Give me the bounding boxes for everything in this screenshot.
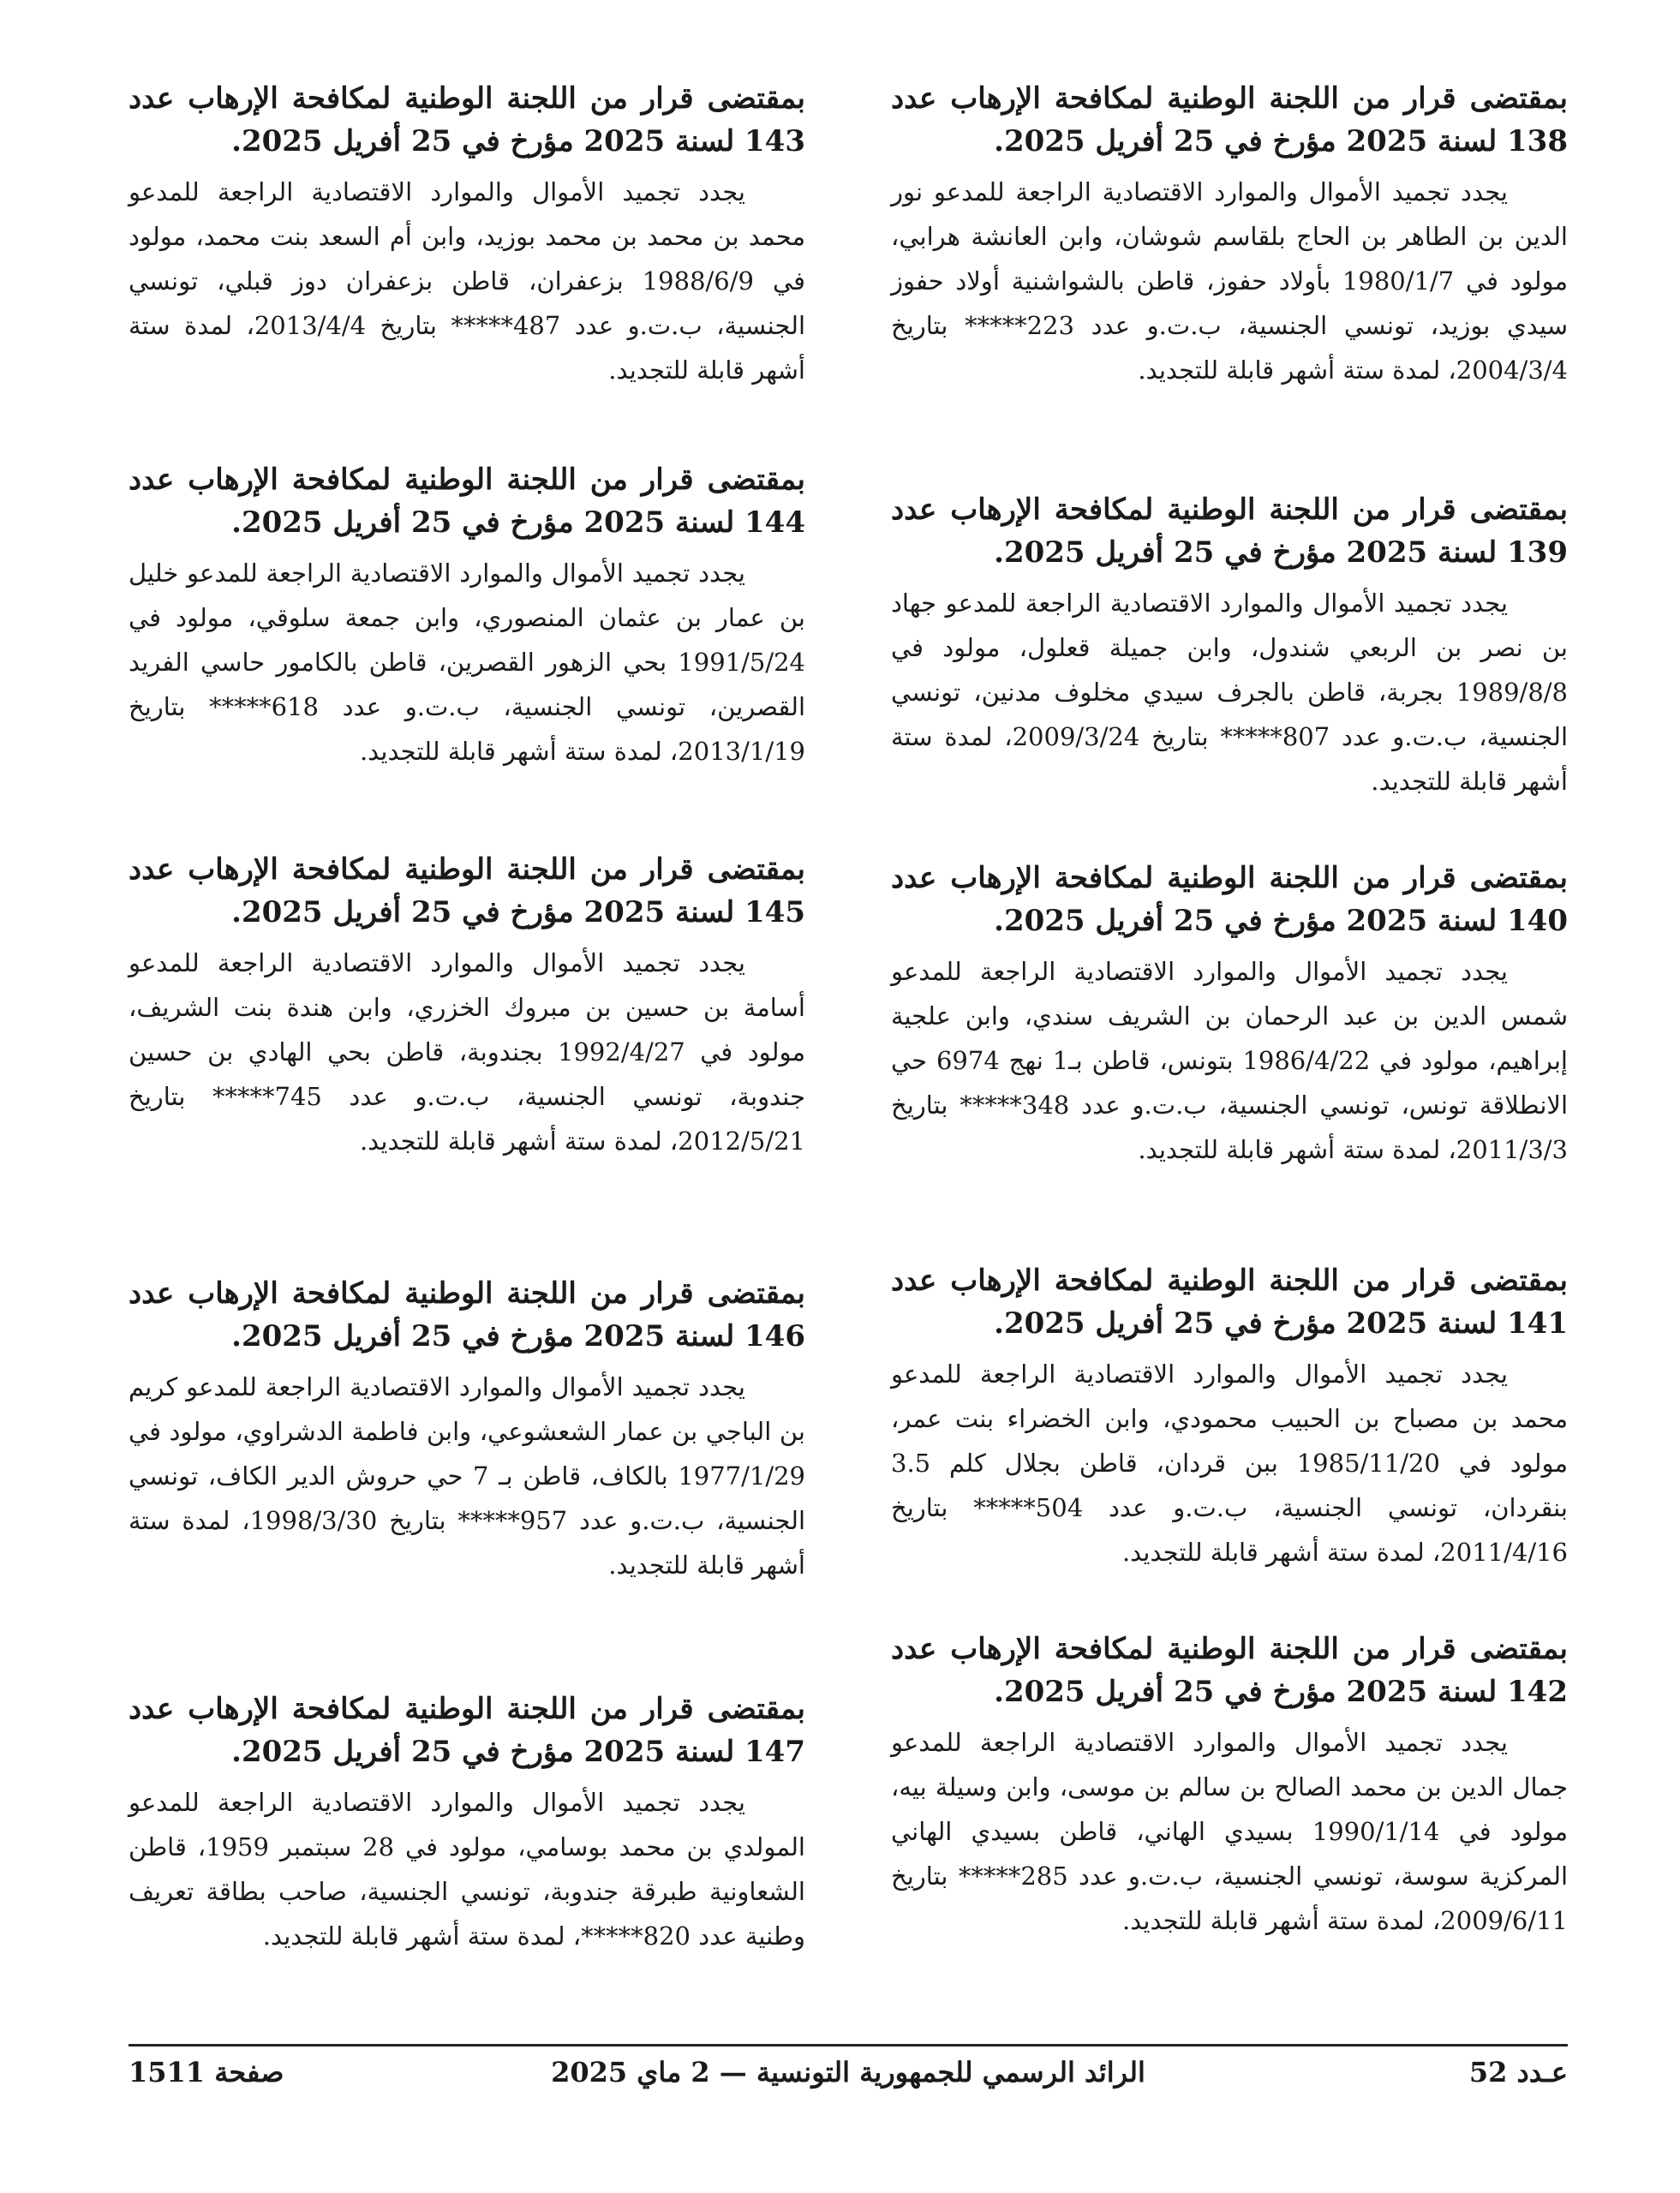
decision-title: بمقتضى قرار من اللجنة الوطنية لمكافحة الإرهاب عدد 141 لسنة 2025 مؤرخ في 25 أفريل 2025. (891, 1264, 1568, 1341)
decision-body: يجدد تجميد الأموال والموارد الاقتصادية الراجعة للمدعو أسامة بن حسين بن مبروك الخزري، وابن هندة بنت الشريف، مولود في 1992/4/27 بجندوبة، قاطن بحي الهادي بن حسين جندوبة، تونسي الجنسية، ب.ت.و عدد 745***** بتاريخ 2012/5/21، لمدة ستة أشهر قابلة للتجديد. (129, 948, 806, 1156)
decision-body: يجدد تجميد الأموال والموارد الاقتصادية الراجعة للمدعو كريم بن الباجي بن عمار الشعشوعي، وابن فاطمة الدشراوي، مولود في 1977/1/29 بالكاف، قاطن بـ 7 حي حروش الدير الكاف، تونسي الجنسية، ب.ت.و عدد 957***** بتاريخ 1998/3/30، لمدة ستة أشهر قابلة للتجديد. (129, 1372, 806, 1580)
decision-body: يجدد تجميد الأموال والموارد الاقتصادية الراجعة للمدعو جمال الدين بن محمد الصالح بن سالم بن موسى، وابن وسيلة بيه، مولود في 1990/1/14 بسيدي الهاني، قاطن بسيدي الهاني المركزية سوسة، تونسي الجنسية، ب.ت.و عدد 285***** بتاريخ 2009/6/11، لمدة ستة أشهر قابلة للتجديد. (891, 1728, 1569, 1935)
decision-title: بمقتضى قرار من اللجنة الوطنية لمكافحة الإرهاب عدد 143 لسنة 2025 مؤرخ في 25 أفريل 2025. (129, 81, 805, 158)
decision-entry-141 (891, 1259, 1568, 1575)
decision-entry-140 (891, 857, 1568, 1172)
decision-entry-145 (129, 848, 805, 1163)
decision-body: يجدد تجميد الأموال والموارد الاقتصادية الراجعة للمدعو المولدي بن محمد بوسامي، مولود في 28 سبتمبر 1959، قاطن الشعاونية طبرقة جندوبة، تونسي الجنسية، صاحب بطاقة تعريف وطنية عدد 820*****، لمدة ستة أشهر قابلة للتجديد. (129, 1788, 805, 1951)
decision-entry-146 (129, 1272, 805, 1587)
decision-entry-144 (129, 458, 805, 774)
decision-body: يجدد تجميد الأموال والموارد الاقتصادية الراجعة للمدعو نور الدين بن الطاهر بن الحاج بلقاسم شوشان، وابن العانشة هرابي، مولود في 1980/1/7 بأولاد حفوز، قاطن بالشواشنية أولاد حفوز سيدي بوزيد، تونسي الجنسية، ب.ت.و عدد 223***** بتاريخ 2004/3/4، لمدة ستة أشهر قابلة للتجديد. (891, 177, 1569, 385)
decision-body: يجدد تجميد الأموال والموارد الاقتصادية الراجعة للمدعو محمد بن مصباح بن الحبيب محمودي، وابن الخضراء بنت عمر، مولود في 1985/11/20 ببن قردان، قاطن بجلال كلم 3.5 بنقردان، تونسي الجنسية، ب.ت.و عدد 504***** بتاريخ 2011/4/16، لمدة ستة أشهر قابلة للتجديد. (891, 1359, 1568, 1567)
decision-entry-143 (129, 77, 805, 392)
decision-entry-142 (891, 1628, 1568, 1943)
decision-title: بمقتضى قرار من اللجنة الوطنية لمكافحة الإرهاب عدد 146 لسنة 2025 مؤرخ في 25 أفريل 2025. (129, 1276, 805, 1353)
decision-body: يجدد تجميد الأموال والموارد الاقتصادية الراجعة للمدعو جهاد بن نصر بن الربعي شندول، وابن جميلة قعلول، مولود في 1989/8/8 بجربة، قاطن بالجرف سيدي مخلوف مدنين، تونسي الجنسية، ب.ت.و عدد 807***** بتاريخ 2009/3/24، لمدة ستة أشهر قابلة للتجديد. (891, 589, 1569, 796)
decision-title: بمقتضى قرار من اللجنة الوطنية لمكافحة الإرهاب عدد 147 لسنة 2025 مؤرخ في 25 أفريل 2025. (129, 1692, 805, 1769)
page-footer (129, 2056, 1568, 2107)
decision-title: بمقتضى قرار من اللجنة الوطنية لمكافحة الإرهاب عدد 139 لسنة 2025 مؤرخ في 25 أفريل 2025. (891, 493, 1568, 570)
decision-title: بمقتضى قرار من اللجنة الوطنية لمكافحة الإرهاب عدد 144 لسنة 2025 مؤرخ في 25 أفريل 2025. (129, 463, 805, 540)
decision-title: بمقتضى قرار من اللجنة الوطنية لمكافحة الإرهاب عدد 142 لسنة 2025 مؤرخ في 25 أفريل 2025. (891, 1632, 1568, 1709)
issue-number: عـدد 52 (1468, 2056, 1568, 2088)
decision-entry-147 (129, 1688, 805, 1958)
decision-title: بمقتضى قرار من اللجنة الوطنية لمكافحة الإرهاب عدد 138 لسنة 2025 مؤرخ في 25 أفريل 2025. (891, 81, 1568, 158)
decision-body: يجدد تجميد الأموال والموارد الاقتصادية الراجعة للمدعو شمس الدين بن عبد الرحمان بن الشريف سندي، وابن علجية إبراهيم، مولود في 1986/4/22 بتونس، قاطن بـ1 نهج 6974 حي الانطلاقة تونس، تونسي الجنسية، ب.ت.و عدد 348***** بتاريخ 2011/3/3، لمدة ستة أشهر قابلة للتجديد. (891, 957, 1569, 1164)
decision-body: يجدد تجميد الأموال والموارد الاقتصادية الراجعة للمدعو محمد بن محمد بن محمد بوزيد، وابن أم السعد بنت محمد، مولود في 1988/6/9 بزعفران، قاطن بزعفران دوز قبلي، تونسي الجنسية، ب.ت.و عدد 487***** بتاريخ 2013/4/4، لمدة ستة أشهر قابلة للتجديد. (129, 177, 806, 385)
decision-entry-139 (891, 488, 1568, 804)
decision-body: يجدد تجميد الأموال والموارد الاقتصادية الراجعة للمدعو خليل بن عمار بن عثمان المنصوري، وابن جمعة سلوقي، مولود في 1991/5/24 بحي الزهور القصرين، قاطن بالكامور حاسي الفريد القصرين، تونسي الجنسية، ب.ت.و عدد 618***** بتاريخ 2013/1/19، لمدة ستة أشهر قابلة للتجديد. (129, 559, 805, 766)
decision-title: بمقتضى قرار من اللجنة الوطنية لمكافحة الإرهاب عدد 145 لسنة 2025 مؤرخ في 25 أفريل 2025. (129, 852, 805, 929)
decision-title: بمقتضى قرار من اللجنة الوطنية لمكافحة الإرهاب عدد 140 لسنة 2025 مؤرخ في 25 أفريل 2025. (891, 861, 1568, 938)
decision-entry-138 (891, 77, 1568, 392)
journal-title: الرائد الرسمي للجمهورية التونسية — 2 ماي 2025 (551, 2056, 1145, 2088)
gazette-page (129, 77, 1568, 2073)
page-number: صفحة 1511 (129, 2056, 284, 2088)
footer-divider (129, 2044, 1568, 2047)
